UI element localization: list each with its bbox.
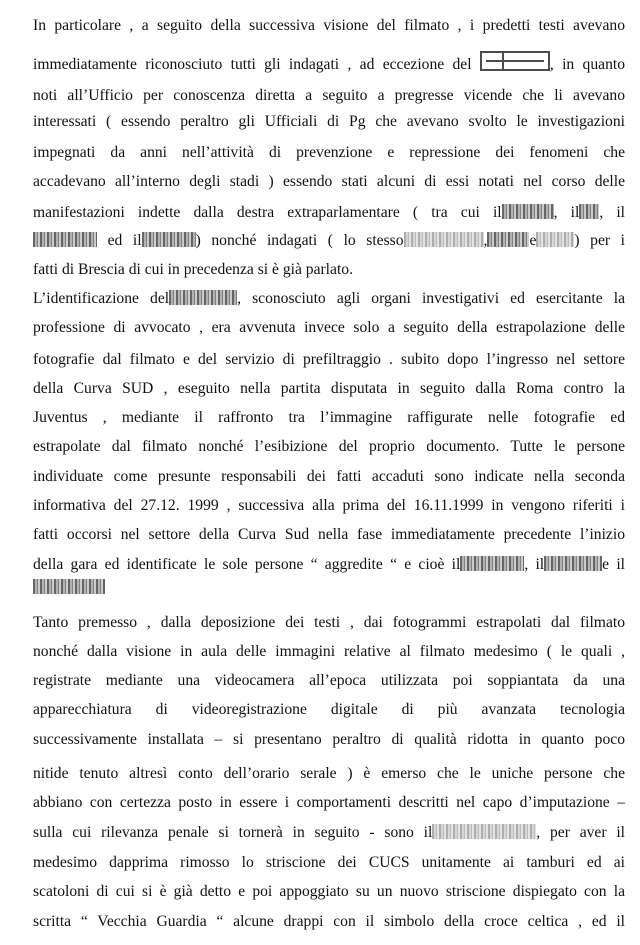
text-line: Tanto premesso , dalla deposizione dei testi , dai fotogrammi estrapolati dal filmato — [33, 614, 625, 631]
text-segment: e — [529, 232, 537, 249]
text-line — [33, 51, 625, 75]
text-line: successivamente installata – si presentano peraltro di qualità ridotta in quanto poco — [33, 731, 625, 748]
redaction-mark — [487, 232, 529, 247]
redaction-mark — [432, 824, 536, 839]
redaction-mark — [536, 232, 574, 247]
text-segment: , per aver il — [536, 824, 625, 841]
text-line: fotografie dal filmato e del servizio di prefiltraggio . subito dopo l’ingresso nel settore — [33, 351, 625, 368]
text-segment: della gara ed identificate le sole persone “ aggredite “ e cioè il — [33, 556, 461, 573]
text-line: Juventus , mediante il raffronto tra l’immagine raffigurate nelle fotografie ed — [33, 409, 625, 426]
redaction-mark — [502, 204, 554, 219]
text-line: abbiano con certezza posto in essere i comportamenti descritti nel capo d’imputazione – — [33, 794, 625, 811]
text-line: noti all’Ufficio per conoscenza diretta a seguito a pregresse vicende che li avevano — [33, 87, 625, 104]
text-line: registrate mediante una videocamera all’epoca utilizzata poi soppiantata da una — [33, 672, 625, 689]
bleed-through-text — [150, 596, 154, 612]
text-line: apparecchiatura di videoregistrazione digitale di più avanzata tecnologia — [33, 701, 625, 718]
text-line: nonché dalla visione in aula delle immagini relative al filmato medesimo ( le quali , — [33, 643, 625, 660]
text-segment: , sconosciuto agli organi investigativi ed esercitante la — [237, 290, 625, 307]
text-segment: , il — [599, 204, 625, 221]
text-line: fatti di Brescia di cui in precedenza si è già parlato. — [33, 261, 353, 278]
redaction-mark — [169, 290, 237, 305]
text-line: informativa del 27.12. 1999 , successiva alla prima del 16.11.1999 in vengono riferiti i — [33, 497, 625, 514]
text-line — [33, 231, 625, 251]
text-line — [33, 289, 625, 309]
text-line: della Curva SUD , eseguito nella partita disputata in seguito dalla Roma contro la — [33, 380, 625, 397]
text-line: fatti occorsi nel settore della Curva Sud nella fase immediatamente precedente l’inizio — [33, 526, 625, 543]
text-segment: , in quanto — [549, 56, 625, 73]
text-segment: immediatamente riconosciuto tutti gli indagati , ad eccezione del — [33, 56, 480, 73]
redaction-mark — [404, 232, 484, 247]
redaction-mark — [33, 579, 105, 594]
text-line: scritta “ Vecchia Guardia “ alcune drappi con il simbolo della croce celtica , ed il — [33, 913, 625, 930]
text-line — [33, 578, 625, 598]
text-line: nitide tenuto altresì conto dell’orario serale ) è emerso che le uniche persone che — [33, 765, 625, 782]
text-line: medesimo dapprima rimosso lo striscione dei CUCS unitamente ai tamburi ed ai — [33, 854, 625, 871]
text-line: impegnati da anni nell’attività di prevenzione e repressione dei fenomeni che — [33, 144, 625, 161]
text-line: In particolare , a seguito della successiva visione del filmato , i predetti testi avevano — [33, 17, 625, 34]
text-line: individuate come presunte responsabili dei fatti accaduti sono indicate nella seconda — [33, 468, 625, 485]
text-segment: , il — [553, 204, 580, 221]
redaction-mark — [460, 556, 524, 571]
text-line: interessati ( essendo peraltro gli Ufficiali di Pg che avevano svolto le investigazioni — [33, 113, 625, 130]
text-segment: , — [483, 232, 488, 249]
redaction-mark — [142, 232, 196, 247]
text-segment: L’identificazione del — [33, 290, 170, 307]
text-line: accadevano all’interno degli stadi ) essendo stati alcuni di essi notati nel corso delle — [33, 173, 625, 190]
text-segment: ed il — [97, 232, 142, 249]
text-line — [33, 555, 625, 575]
text-line — [33, 823, 625, 843]
redaction-mark — [33, 232, 97, 247]
text-segment: e il — [602, 556, 625, 573]
text-line: estrapolate dal filmato nonché l’esibizione del proprio documento. Tutte le persone — [33, 438, 625, 455]
text-segment: manifestazioni indette dalla destra extraparlamentare ( tra cui il — [33, 204, 502, 221]
text-segment: ) per i — [574, 232, 625, 249]
redaction-mark — [544, 556, 602, 571]
redaction-mark — [579, 204, 599, 219]
text-line — [33, 203, 625, 223]
redaction-mark — [480, 51, 550, 71]
text-segment: sulla cui rilevanza penale si tornerà in seguito - sono il — [33, 824, 433, 841]
text-segment: ) nonché indagati ( lo stesso — [195, 232, 404, 249]
text-line: professione di avvocato , era avvenuta invece solo a seguito della estrapolazione delle — [33, 319, 625, 336]
text-segment: , il — [524, 556, 545, 573]
text-line: scatoloni di cui si è già detto e poi appoggiato su un nuovo striscione dispiegato con la — [33, 883, 625, 900]
